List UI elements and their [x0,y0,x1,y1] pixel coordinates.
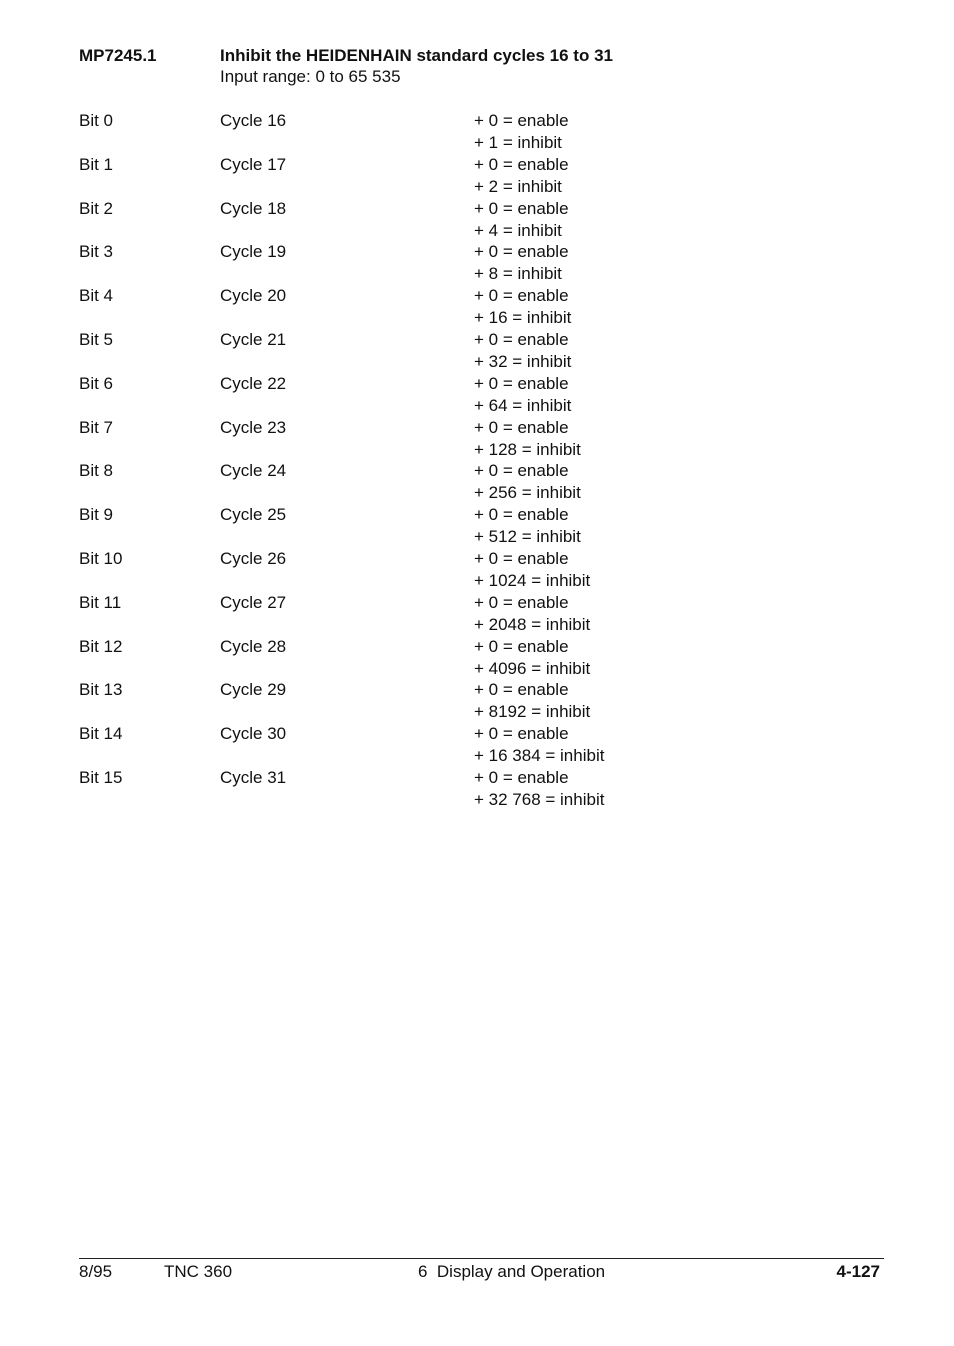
footer-chapter: 6 Display and Operation [418,1262,606,1281]
inhibit-value: + 2 = inhibit [474,176,562,196]
enable-value: + 0 = enable [474,767,569,787]
inhibit-value: + 256 = inhibit [474,483,581,503]
enable-value: + 0 = enable [474,505,569,525]
bit-label: Bit 14 [79,724,123,744]
enable-value: + 0 = enable [474,198,569,218]
bit-label: Bit 13 [79,680,123,700]
inhibit-value: + 4 = inhibit [474,220,562,240]
bit-label: Bit 6 [79,373,114,393]
bit-label: Bit 3 [79,242,114,262]
table-row [0,154,954,198]
cycle-label: Cycle 25 [220,505,287,525]
bit-label: Bit 5 [79,329,114,349]
bit-label: Bit 15 [79,767,123,787]
table-row [0,548,954,592]
table-row [0,417,954,461]
cycle-label: Cycle 20 [220,286,287,306]
bit-label: Bit 4 [79,286,114,306]
enable-value: + 0 = enable [474,724,569,744]
table-row [0,198,954,242]
bit-table [0,110,954,811]
inhibit-value: + 8192 = inhibit [474,702,591,722]
table-row [0,241,954,285]
cycle-label: Cycle 28 [220,636,287,656]
cycle-label: Cycle 23 [220,417,287,437]
inhibit-value: + 2048 = inhibit [474,614,591,634]
enable-value: + 0 = enable [474,242,569,262]
footer-model: TNC 360 [164,1262,233,1281]
table-row [0,592,954,636]
cycle-label: Cycle 17 [220,154,287,174]
cycle-label: Cycle 16 [220,111,287,130]
bit-label: Bit 7 [79,417,114,437]
parameter-code: MP7245.1 [79,46,157,65]
enable-value: + 0 = enable [474,461,569,481]
inhibit-value: + 4096 = inhibit [474,658,591,678]
enable-value: + 0 = enable [474,592,569,612]
inhibit-value: + 64 = inhibit [474,395,572,415]
enable-value: + 0 = enable [474,636,569,656]
table-row [0,767,954,811]
footer-divider [79,1258,884,1259]
table-row [0,329,954,373]
enable-value: + 0 = enable [474,417,569,437]
enable-value: + 0 = enable [474,286,569,306]
bit-label: Bit 9 [79,505,114,525]
cycle-label: Cycle 21 [220,329,287,349]
footer-page-number: 4-127 [836,1262,880,1281]
cycle-label: Cycle 31 [220,767,287,787]
inhibit-value: + 8 = inhibit [474,264,562,284]
inhibit-value: + 512 = inhibit [474,527,581,547]
cycle-label: Cycle 26 [220,548,287,568]
cycle-label: Cycle 30 [220,724,287,744]
footer-date: 8/95 [79,1262,113,1281]
enable-value: + 0 = enable [474,154,569,174]
table-row [0,504,954,548]
inhibit-value: + 16 = inhibit [474,308,572,328]
table-row [0,460,954,504]
inhibit-value: + 128 = inhibit [474,439,581,459]
table-row [0,373,954,417]
table-row [0,285,954,329]
cycle-label: Cycle 27 [220,592,287,612]
inhibit-value: + 16 384 = inhibit [474,746,605,766]
inhibit-value: + 1024 = inhibit [474,570,591,590]
enable-value: + 0 = enable [474,111,569,130]
enable-value: + 0 = enable [474,680,569,700]
bit-label: Bit 0 [79,111,114,130]
bit-label: Bit 1 [79,154,114,174]
table-row [0,636,954,680]
inhibit-value: + 32 768 = inhibit [474,789,605,809]
bit-label: Bit 11 [79,592,122,612]
enable-value: + 0 = enable [474,329,569,349]
inhibit-value: + 1 = inhibit [474,133,562,152]
table-row [0,110,954,154]
inhibit-value: + 32 = inhibit [474,351,572,371]
cycle-label: Cycle 19 [220,242,287,262]
input-range: Input range: 0 to 65 535 [220,67,401,86]
enable-value: + 0 = enable [474,548,569,568]
cycle-label: Cycle 22 [220,373,287,393]
cycle-label: Cycle 18 [220,198,287,218]
bit-label: Bit 10 [79,548,123,568]
table-row [0,679,954,723]
cycle-label: Cycle 29 [220,680,287,700]
bit-label: Bit 2 [79,198,114,218]
enable-value: + 0 = enable [474,373,569,393]
cycle-label: Cycle 24 [220,461,287,481]
bit-label: Bit 8 [79,461,114,481]
table-row [0,723,954,767]
bit-label: Bit 12 [79,636,123,656]
parameter-title: Inhibit the HEIDENHAIN standard cycles 16 to 31 [220,46,613,65]
